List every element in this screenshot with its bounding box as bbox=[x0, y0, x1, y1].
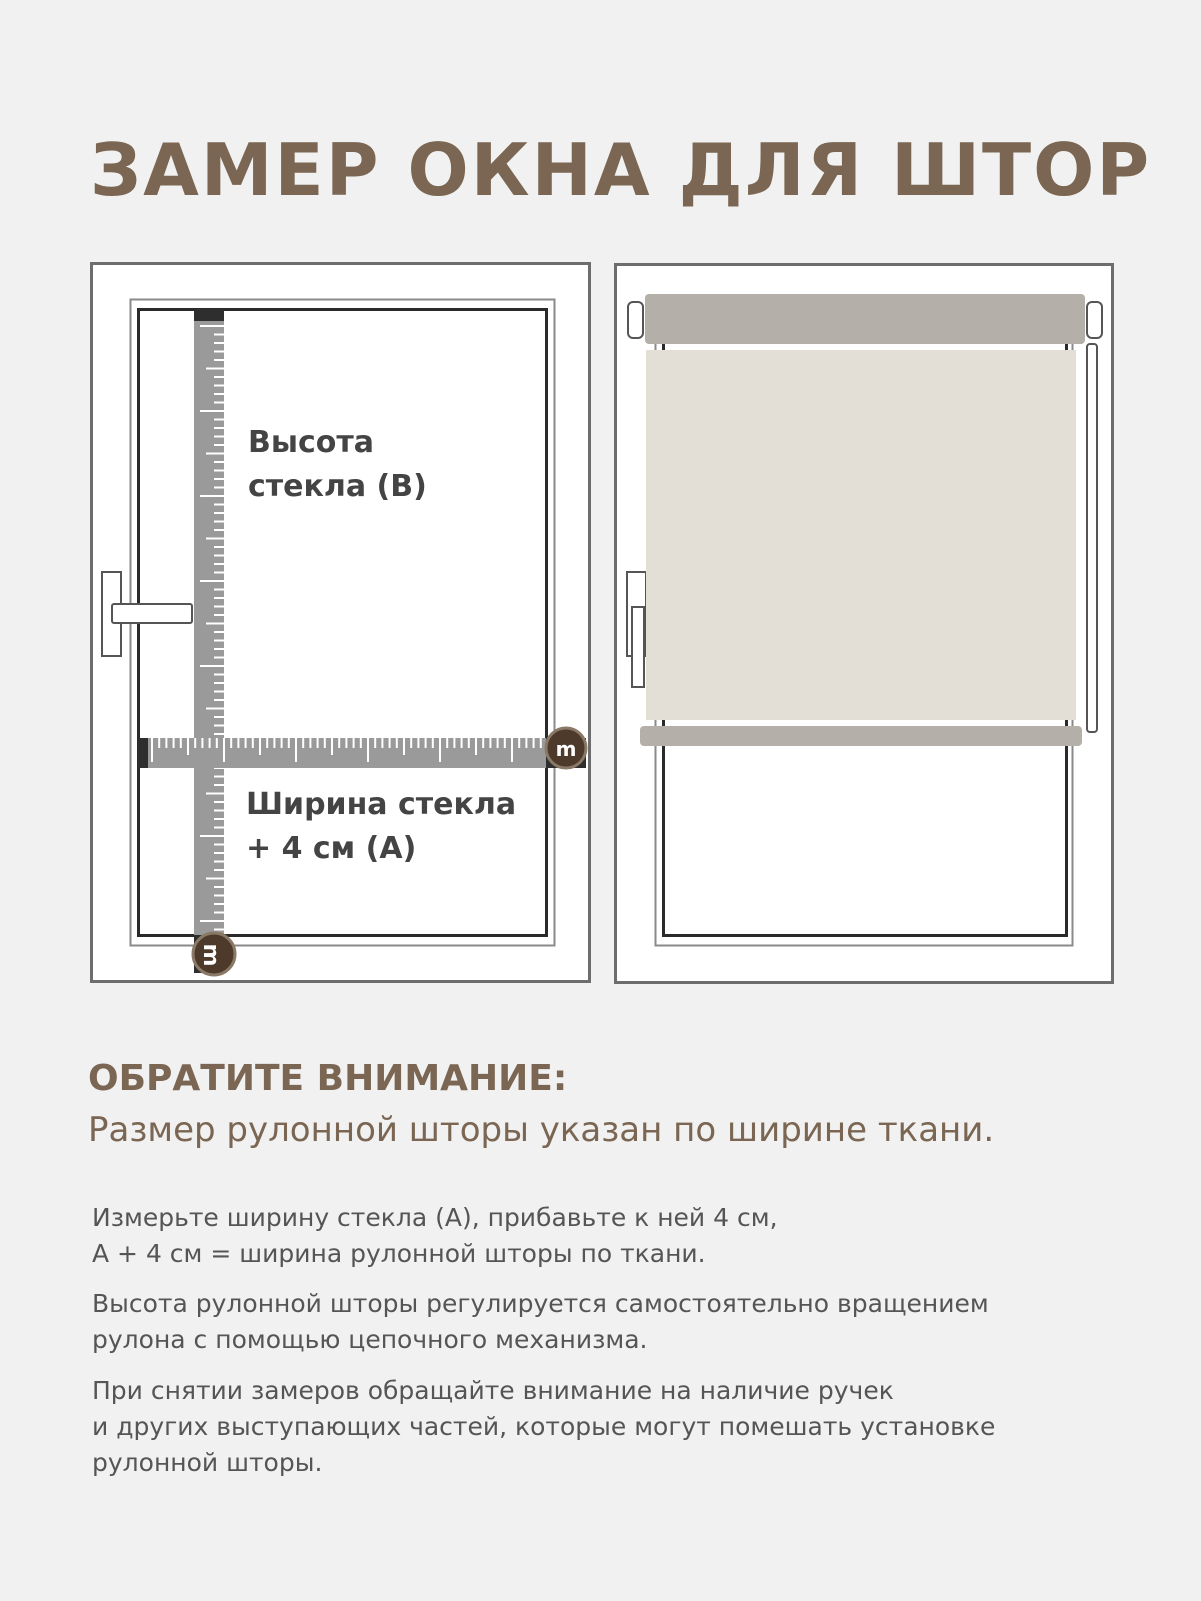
paragraph-height bbox=[92, 1286, 989, 1358]
blind-bracket-left bbox=[628, 302, 643, 338]
paragraph-line: Высота рулонной шторы регулируется самостоятельно вращением bbox=[92, 1289, 989, 1318]
width-label-line2: + 4 см (А) bbox=[246, 831, 417, 866]
page-title: ЗАМЕР ОКНА ДЛЯ ШТОР bbox=[90, 128, 1152, 212]
blind-chain bbox=[1087, 344, 1097, 732]
height-label-line2: стекла (В) bbox=[248, 469, 427, 504]
height-label-line1: Высота bbox=[248, 425, 375, 460]
blind-fabric bbox=[646, 350, 1076, 720]
roller-blind bbox=[628, 294, 1102, 746]
paragraph-line: рулона с помощью цепочного механизма. bbox=[92, 1325, 648, 1354]
width-label-line1: Ширина стекла bbox=[246, 787, 517, 822]
paragraph-line: рулонной шторы. bbox=[92, 1448, 323, 1477]
tape-logo-right: m bbox=[555, 737, 577, 761]
paragraph-handles bbox=[92, 1373, 995, 1481]
left-window bbox=[92, 264, 590, 982]
tape-logo-bottom: m bbox=[198, 943, 223, 967]
blind-bottom-bar bbox=[640, 726, 1082, 746]
tape-hook-right bbox=[546, 728, 586, 768]
paragraph-line: и других выступающих частей, которые могут помешать установке bbox=[92, 1412, 996, 1441]
paragraph-line: А + 4 см = ширина рулонной шторы по ткани. bbox=[92, 1239, 706, 1268]
blind-cassette bbox=[645, 294, 1085, 344]
paragraph-width bbox=[92, 1200, 778, 1272]
attention-subheading: Размер рулонной шторы указан по ширине ткани. bbox=[88, 1110, 995, 1150]
attention-heading: ОБРАТИТЕ ВНИМАНИЕ: bbox=[88, 1058, 568, 1099]
paragraph-line: Измерьте ширину стекла (А), прибавьте к ней 4 см, bbox=[92, 1203, 778, 1232]
blind-bracket-right bbox=[1087, 302, 1102, 338]
paragraph-line: При снятии замеров обращайте внимание на наличие ручек bbox=[92, 1376, 894, 1405]
tape-hook-bottom bbox=[193, 933, 235, 975]
